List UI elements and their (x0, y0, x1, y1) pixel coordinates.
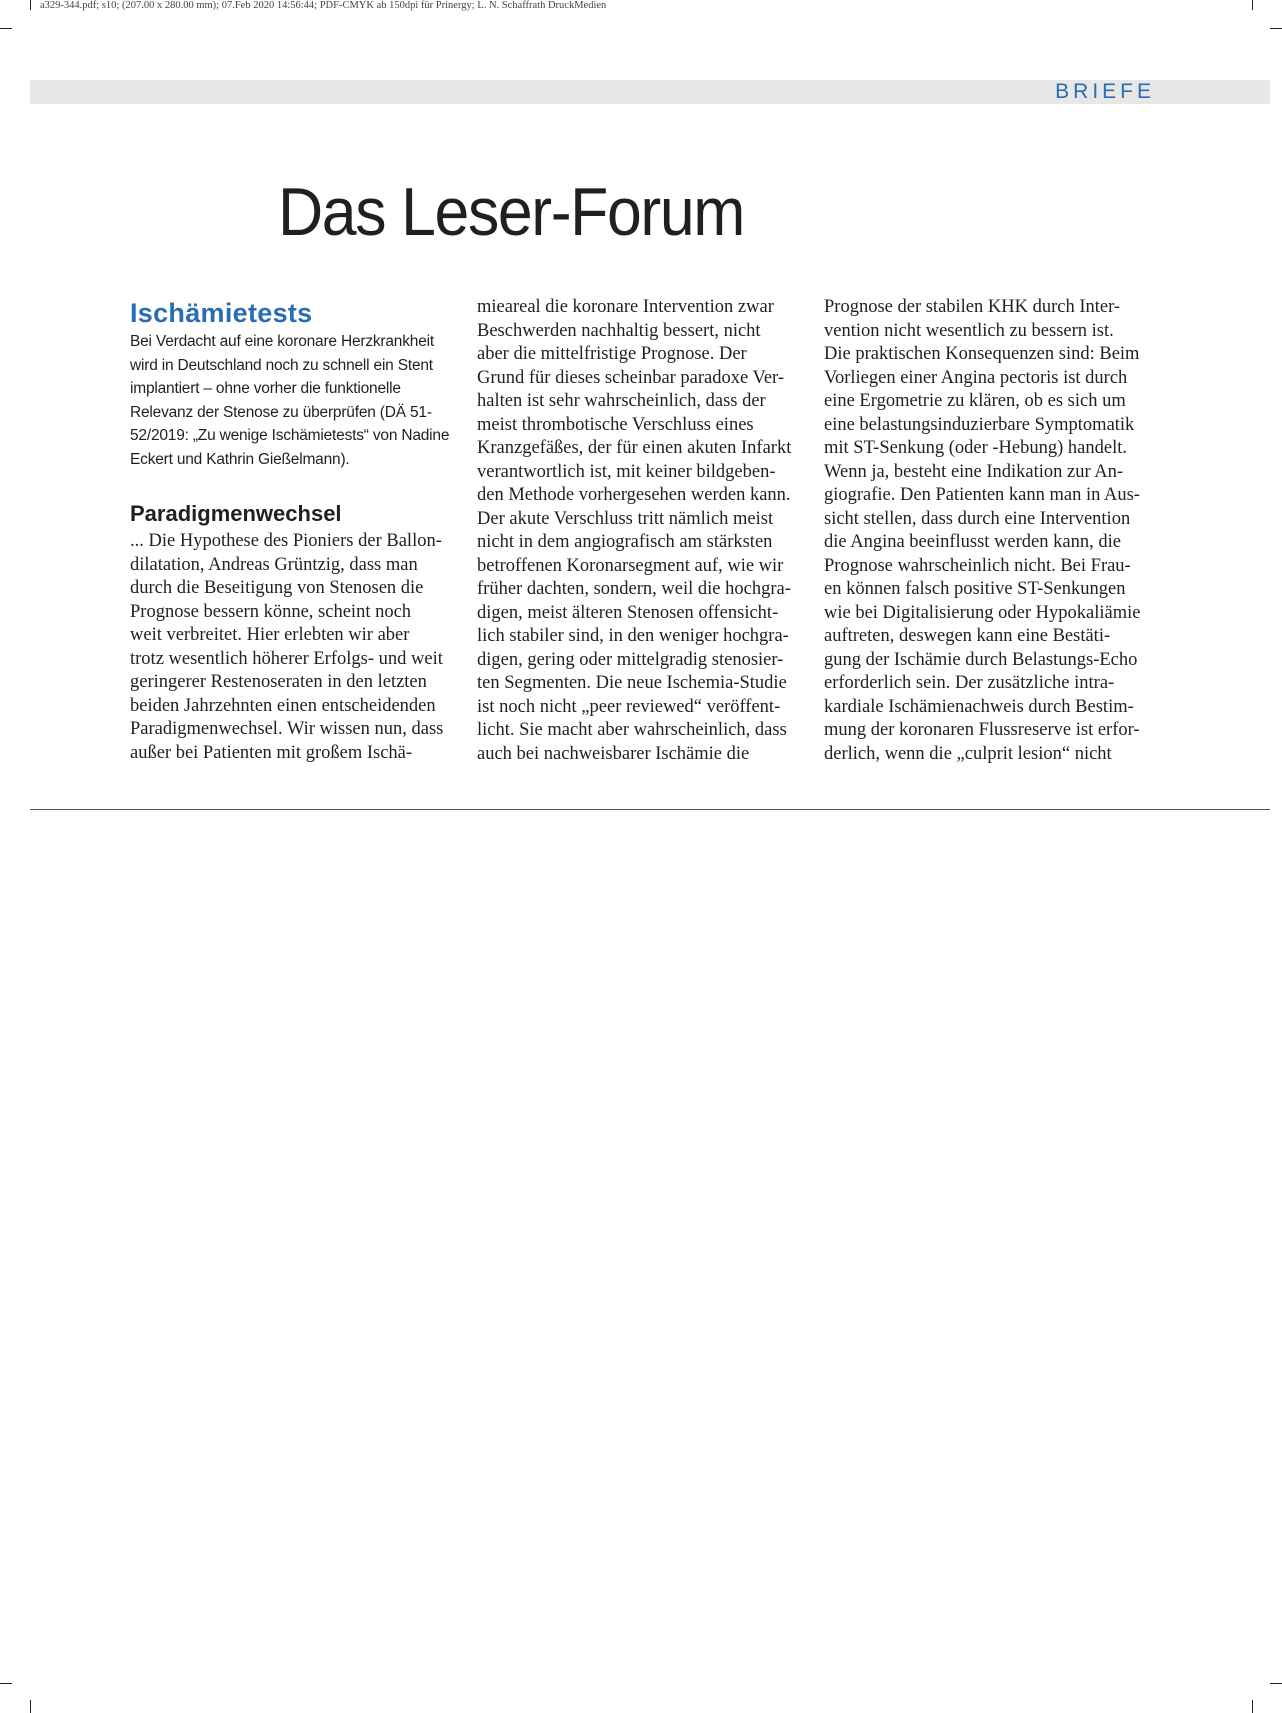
intro-text: Bei Verdacht auf eine koronare Herzkrankheit wird in Deutschland noch zu schnell ein Stent implantiert – ohne vorher die funktionelle Relevanz der Stenose zu überprüfen (DÄ 51-52/2019: „Zu wenige Ischämietests“ von Nadine Eckert und Kathrin Gießelmann). (130, 333, 450, 468)
body-text-column-3: Prognose der stabilen KHK durch Inter- vention nicht wesentlich zu bessern ist. Die praktischen Konsequenzen sind: Beim Vorliegen einer Angina pectoris ist durch eine Ergometrie zu klären, ob es sich um eine belastungsinduzierbare Symptomatik mit ST-Senkung (oder -Hebung) handelt. Wenn ja, besteht eine Indikation zur An- giografie. Den Patienten kann man in Aus- sicht stellen, dass durch eine Intervention die Angina beeinflusst werden kann, die Prognose wahrscheinlich nicht. Bei Frau- en können falsch positive ST-Senkungen wie bei Digitalisierung oder Hypokaliämie auftreten, deswegen kann eine Bestäti- gung der Ischämie durch Belastungs-Echo erforderlich sein. Der zusätzliche intra- kardiale Ischämienachweis durch Bestim- mung der koronaren Flussreserve ist erfor- derlich, wenn die „culprit lesion“ nicht (824, 297, 1141, 764)
column-1 (130, 296, 460, 765)
body-text-column-2: mieareal die koronare Intervention zwar Beschwerden nachhaltig bessert, nicht aber die mittelfristige Prognose. Der Grund für dieses scheinbar paradoxe Ver- halten ist sehr wahrscheinlich, dass der meist thrombotische Verschluss eines Kranzgefäßes, der für einen akuten Infarkt verantwortlich ist, mit keiner bildgeben- den Methode vorhergesehen werden kann. Der akute Verschluss tritt nämlich meist nicht in dem angiografisch am stärksten betroffenen Koronarsegment auf, wie wir früher dachten, sondern, weil die hochgra- digen, meist älteren Stenosen offensicht- lich stabiler sind, in den weniger hochgra- digen, gering oder mittelgradig stenosier- ten Segmenten. Die neue Ischemia-Studie ist noch nicht „peer reviewed“ veröffent- licht. Sie macht aber wahrscheinlich, dass auch bei nachweisbarer Ischämie die (477, 297, 792, 764)
section-label: BRIEFE (1055, 80, 1155, 103)
crop-mark-top-left (30, 0, 31, 10)
page-title: Das Leser-Forum (278, 174, 745, 250)
crop-mark-top-right (1252, 0, 1253, 10)
topic-heading: Ischämietests (130, 298, 313, 328)
crop-mark-bottom-right (1252, 1700, 1253, 1713)
crop-mark-bottom-left-h (0, 1683, 12, 1684)
bottom-rule (30, 809, 1270, 810)
crop-mark-top-left-h (0, 28, 12, 29)
print-slug: a329-344.pdf; s10; (207.00 x 280.00 mm); 07.Feb 2020 14:56:44; PDF-CMYK ab 150dpi für Prinergy; L. N. Schaffrath DruckMedien (40, 0, 607, 11)
letter-subheading: Paradigmenwechsel (130, 501, 342, 526)
crop-mark-bottom-left (30, 1700, 31, 1713)
body-text-column-1: ... Die Hypothese des Pioniers der Ballon- dilatation, Andreas Grüntzig, dass man durch die Beseitigung von Stenosen die Prognose bessern könne, scheint noch weit verbreitet. Hier erlebten wir aber trotz wesentlich höherer Erfolgs- und weit geringerer Restenoseraten in den letzten beiden Jahrzehnten einen entscheidenden Paradigmenwechsel. Wir wissen nun, dass außer bei Patienten mit großem Ischä- (130, 531, 444, 763)
column-2 (477, 296, 807, 766)
crop-mark-top-right-h (1270, 28, 1282, 29)
crop-mark-bottom-right-h (1270, 1683, 1282, 1684)
column-3 (824, 296, 1154, 766)
